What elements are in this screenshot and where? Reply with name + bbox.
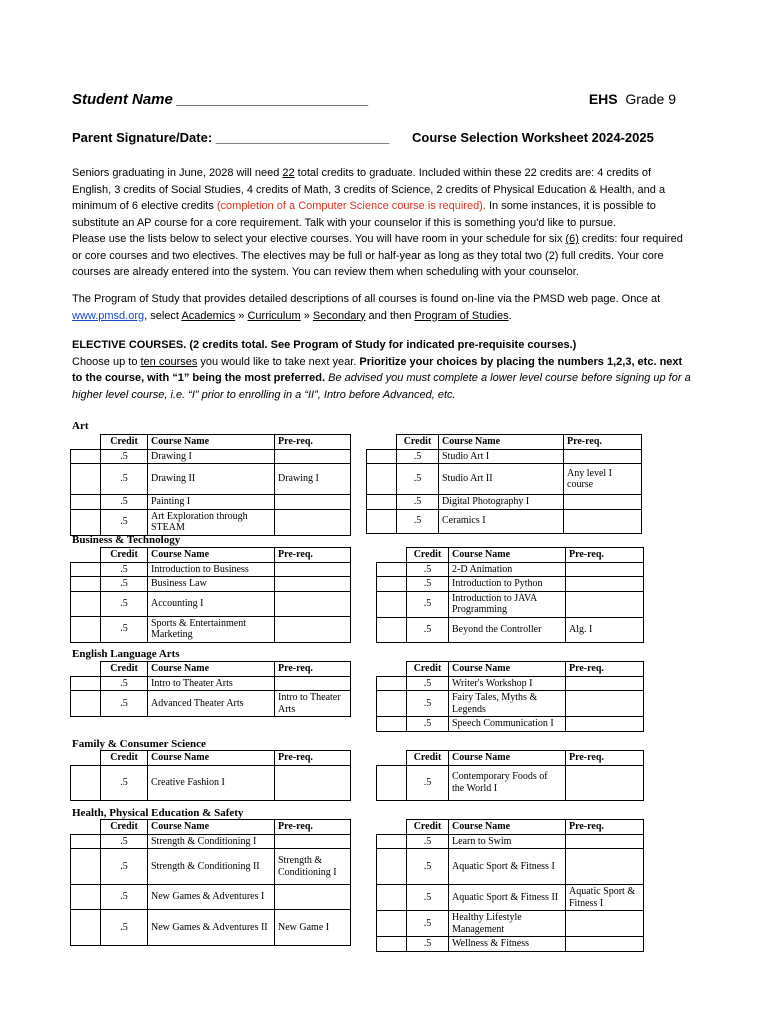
table-row: [367, 495, 642, 510]
course-name-cell: Drawing I: [148, 449, 275, 464]
table-row: [71, 449, 351, 464]
text: The Program of Study that provides detailed descriptions of all courses is found on-line via the PMSD web page. Once at: [72, 293, 661, 305]
priority-cell[interactable]: [71, 765, 101, 800]
table-row: [377, 617, 644, 642]
prereq-cell: Drawing I: [275, 464, 351, 495]
priority-cell[interactable]: [377, 591, 407, 617]
table-row: [377, 765, 644, 800]
prereq-cell: [566, 849, 644, 885]
table-row: [71, 691, 351, 717]
course-name-cell: Studio Art I: [439, 449, 564, 464]
prereq-cell: [275, 577, 351, 592]
table-row: [367, 449, 642, 464]
course-name-cell: Drawing II: [148, 464, 275, 495]
course-name-cell: Course Name: [148, 820, 275, 835]
priority-cell[interactable]: [377, 911, 407, 937]
course-name-cell: Healthy Lifestyle Management: [449, 911, 566, 937]
course-name-cell: Introduction to JAVA Programming: [449, 591, 566, 617]
table-row: [377, 885, 644, 911]
prereq-cell: [566, 834, 644, 849]
course-table-ela-right: [376, 661, 644, 732]
table-row: [377, 834, 644, 849]
text: , select: [144, 309, 182, 322]
text: .: [508, 309, 512, 322]
table-row: [377, 911, 644, 937]
prereq-cell: [564, 495, 642, 510]
credit-cell: .5: [397, 495, 439, 510]
prereq-cell: Pre-req.: [564, 435, 642, 450]
table-header-row: [377, 820, 644, 835]
table-header-row: [377, 662, 644, 677]
prereq-cell: [275, 509, 351, 535]
table-row: [71, 885, 351, 910]
priority-cell[interactable]: [377, 717, 407, 732]
course-name-cell: Art Exploration through STEAM: [148, 509, 275, 535]
priority-cell[interactable]: [71, 495, 101, 510]
priority-cell[interactable]: [367, 509, 397, 533]
school-grade: [589, 91, 676, 107]
credit-cell: .5: [407, 911, 449, 937]
credit-cell: Credit: [407, 548, 449, 563]
prereq-cell: Intro to Theater Arts: [275, 691, 351, 717]
prereq-cell: [566, 717, 644, 732]
course-name-cell: Painting I: [148, 495, 275, 510]
prereq-cell: New Game I: [275, 910, 351, 946]
course-name-cell: Course Name: [148, 548, 275, 563]
table-row: [71, 616, 351, 642]
table-row: [377, 691, 644, 717]
credit-cell: .5: [407, 577, 449, 592]
course-name-cell: Advanced Theater Arts: [148, 691, 275, 717]
credit-cell: .5: [101, 577, 148, 592]
credit-cell: .5: [101, 495, 148, 510]
prereq-cell: Pre-req.: [275, 435, 351, 450]
credit-cell: .5: [407, 834, 449, 849]
table-header-row: [367, 435, 642, 450]
priority-cell[interactable]: [71, 562, 101, 577]
text: and then: [365, 309, 415, 322]
prereq-cell: [275, 495, 351, 510]
course-name-cell: New Games & Adventures I: [148, 885, 275, 910]
text: credits: four required or core courses and two electives. The electives may be full or half-year as long as they total two (2) full credits. Your core courses are already entered into the system. You can review them when scheduling with your counselor.: [72, 233, 683, 278]
prereq-cell: [566, 577, 644, 592]
priority-cell[interactable]: [71, 509, 101, 535]
course-name-cell: Studio Art II: [439, 464, 564, 495]
table-row: [71, 509, 351, 535]
priority-header: [71, 820, 101, 835]
table-row: [71, 834, 351, 849]
priority-cell[interactable]: [71, 449, 101, 464]
priority-cell[interactable]: [377, 577, 407, 592]
pmsd-link[interactable]: www.pmsd.org: [72, 309, 145, 322]
table-header-row: [71, 435, 351, 450]
credit-cell: Credit: [407, 820, 449, 835]
credit-cell: .5: [101, 509, 148, 535]
prereq-cell: [566, 676, 644, 691]
course-name-cell: Speech Communication I: [449, 717, 566, 732]
course-name-cell: Intro to Theater Arts: [148, 676, 275, 691]
prereq-cell: Pre-req.: [275, 751, 351, 766]
course-name-cell: Creative Fashion I: [148, 765, 275, 800]
section-title-fcs: Family & Consumer Science: [72, 738, 206, 750]
table-row: [71, 849, 351, 885]
priority-cell[interactable]: [377, 617, 407, 642]
credit-cell: Credit: [101, 548, 148, 563]
credit-cell: .5: [407, 765, 449, 800]
prereq-cell: [566, 911, 644, 937]
section-title-art: Art: [72, 420, 89, 432]
course-table-art-left: [70, 434, 351, 536]
section-title-health: Health, Physical Education & Safety: [72, 807, 244, 819]
six-credits: (6): [565, 233, 579, 245]
prereq-cell: [275, 591, 351, 616]
prereq-cell: Pre-req.: [566, 820, 644, 835]
text: you would like to take next year.: [197, 355, 360, 368]
student-name-field[interactable]: Student Name _______________________: [72, 91, 369, 108]
course-table-business-left: [70, 547, 351, 643]
course-name-cell: Course Name: [439, 435, 564, 450]
priority-header: [377, 751, 407, 766]
priority-cell[interactable]: [367, 449, 397, 464]
priority-cell[interactable]: [71, 616, 101, 642]
course-name-cell: Wellness & Fitness: [449, 937, 566, 952]
priority-cell[interactable]: [367, 464, 397, 495]
parent-signature-field[interactable]: Parent Signature/Date: ________________________: [72, 130, 390, 145]
table-row: [71, 910, 351, 946]
credit-cell: .5: [101, 765, 148, 800]
table-header-row: [71, 662, 351, 677]
table-row: [377, 591, 644, 617]
priority-header: [71, 662, 101, 677]
table-row: [377, 562, 644, 577]
course-table-ela-left: [70, 661, 351, 717]
prerequisite-note: Be advised you must complete a lower level course before signing up for a higher level course, i.e. “I” prior to enrolling in a “II”, Intro before Advanced, etc.: [72, 372, 691, 401]
credit-cell: Credit: [407, 751, 449, 766]
prereq-cell: [566, 591, 644, 617]
table-row: [377, 676, 644, 691]
credit-cell: .5: [101, 562, 148, 577]
priority-cell[interactable]: [71, 691, 101, 717]
intro-paragraph-2: [72, 291, 692, 324]
course-name-cell: Course Name: [148, 662, 275, 677]
ten-courses: ten courses: [140, 355, 198, 368]
priority-cell[interactable]: [71, 676, 101, 691]
table-row: [367, 509, 642, 533]
priority-header: [71, 751, 101, 766]
signature-row: [72, 130, 676, 150]
separator: »: [300, 309, 313, 322]
school-name: EHS: [588, 91, 618, 107]
credit-cell: Credit: [397, 435, 439, 450]
priority-cell[interactable]: [377, 691, 407, 717]
priority-cell[interactable]: [367, 495, 397, 510]
prereq-cell: Pre-req.: [566, 548, 644, 563]
credit-cell: .5: [101, 834, 148, 849]
priority-cell[interactable]: [71, 849, 101, 885]
course-name-cell: Digital Photography I: [439, 495, 564, 510]
credit-cell: .5: [101, 464, 148, 495]
table-row: [71, 577, 351, 592]
prereq-cell: [275, 616, 351, 642]
table-row: [71, 591, 351, 616]
course-name-cell: Contemporary Foods of the World I: [449, 765, 566, 800]
curriculum-link[interactable]: Curriculum: [247, 309, 301, 322]
credit-cell: .5: [407, 937, 449, 952]
prereq-cell: [275, 765, 351, 800]
table-header-row: [71, 751, 351, 766]
section-title-business: Business & Technology: [72, 534, 181, 546]
prereq-cell: Strength & Conditioning I: [275, 849, 351, 885]
priority-header: [377, 820, 407, 835]
course-name-cell: 2-D Animation: [449, 562, 566, 577]
course-name-cell: Fairy Tales, Myths & Legends: [449, 691, 566, 717]
section-title-ela: English Language Arts: [72, 648, 180, 660]
table-header-row: [377, 751, 644, 766]
course-name-cell: Accounting I: [148, 591, 275, 616]
course-name-cell: Strength & Conditioning II: [148, 849, 275, 885]
credit-cell: Credit: [101, 751, 148, 766]
course-name-cell: Learn to Swim: [449, 834, 566, 849]
prereq-cell: [566, 562, 644, 577]
course-name-cell: Sports & Entertainment Marketing: [148, 616, 275, 642]
credit-cell: .5: [397, 449, 439, 464]
course-name-cell: Ceramics I: [439, 509, 564, 533]
credit-cell: .5: [101, 849, 148, 885]
table-row: [71, 495, 351, 510]
priority-header: [377, 662, 407, 677]
text: Please use the lists below to select your elective courses. You will have room in your schedule for six: [72, 233, 566, 245]
secondary-link[interactable]: Secondary: [312, 309, 366, 322]
table-row: [367, 464, 642, 495]
priority-cell[interactable]: [377, 849, 407, 885]
table-row: [71, 562, 351, 577]
course-table-health-left: [70, 819, 351, 946]
credit-cell: .5: [101, 676, 148, 691]
table-row: [377, 937, 644, 952]
course-name-cell: Writer's Workshop I: [449, 676, 566, 691]
academics-link[interactable]: Academics: [181, 309, 236, 322]
program-of-studies-link[interactable]: Program of Studies: [414, 309, 509, 322]
course-table-art-right: [366, 434, 642, 534]
credit-cell: .5: [407, 617, 449, 642]
text: Choose up to: [72, 355, 141, 368]
course-name-cell: Course Name: [449, 662, 566, 677]
priority-cell[interactable]: [71, 591, 101, 616]
table-row: [71, 765, 351, 800]
prereq-cell: Pre-req.: [566, 662, 644, 677]
credit-cell: Credit: [407, 662, 449, 677]
priority-cell[interactable]: [377, 676, 407, 691]
total-credits: 22: [282, 167, 295, 179]
course-name-cell: Aquatic Sport & Fitness I: [449, 849, 566, 885]
prereq-cell: Pre-req.: [275, 820, 351, 835]
priority-cell[interactable]: [71, 910, 101, 946]
course-name-cell: New Games & Adventures II: [148, 910, 275, 946]
prereq-cell: Pre-req.: [275, 548, 351, 563]
priority-cell[interactable]: [71, 834, 101, 849]
text: total credits to graduate. Included within these 22 credits are: 4 credits of English, 3 credits of Social Studies, 4 credits of Math, 3 credits of Science, 2 credits of Physical Education & Health, and a minimum of 6 elective credits: [72, 167, 666, 212]
credit-cell: Credit: [101, 435, 148, 450]
intro-paragraph-1: [72, 165, 692, 281]
credit-cell: Credit: [101, 820, 148, 835]
priority-header: [377, 548, 407, 563]
course-name-cell: Business Law: [148, 577, 275, 592]
course-table-health-right: [376, 819, 644, 952]
course-name-cell: Course Name: [449, 548, 566, 563]
prereq-cell: Any level I course: [564, 464, 642, 495]
prereq-cell: [275, 562, 351, 577]
priority-cell[interactable]: [377, 885, 407, 911]
course-name-cell: Strength & Conditioning I: [148, 834, 275, 849]
grade-label: Grade 9: [625, 91, 676, 107]
prereq-cell: Pre-req.: [566, 751, 644, 766]
text: Seniors graduating in June, 2028 will need: [72, 167, 283, 179]
credit-cell: .5: [407, 562, 449, 577]
course-name-cell: Introduction to Business: [148, 562, 275, 577]
credit-cell: .5: [407, 591, 449, 617]
worksheet-title: Course Selection Worksheet 2024-2025: [412, 130, 654, 145]
credit-cell: .5: [407, 885, 449, 911]
text: In some instances, it is possible to substitute an AP course for a core requirement. Talk with your counselor if this is something you'd like to pursue.: [72, 200, 656, 229]
credit-cell: .5: [407, 849, 449, 885]
prereq-cell: [564, 449, 642, 464]
table-row: [71, 464, 351, 495]
course-name-cell: Course Name: [449, 751, 566, 766]
prereq-cell: [564, 509, 642, 533]
cs-requirement-note: (completion of a Computer Science course is required).: [216, 200, 486, 212]
course-name-cell: Aquatic Sport & Fitness II: [449, 885, 566, 911]
prereq-cell: Pre-req.: [275, 662, 351, 677]
prereq-cell: [566, 691, 644, 717]
table-row: [377, 717, 644, 732]
priority-cell[interactable]: [377, 765, 407, 800]
credit-cell: .5: [101, 616, 148, 642]
prereq-cell: Aquatic Sport & Fitness I: [566, 885, 644, 911]
prereq-cell: [566, 765, 644, 800]
priority-cell[interactable]: [377, 834, 407, 849]
prereq-cell: [275, 885, 351, 910]
priority-cell[interactable]: [71, 577, 101, 592]
prereq-cell: [275, 676, 351, 691]
prereq-cell: [275, 834, 351, 849]
table-row: [71, 676, 351, 691]
course-name-cell: Course Name: [449, 820, 566, 835]
credit-cell: Credit: [101, 662, 148, 677]
credit-cell: .5: [407, 676, 449, 691]
table-header-row: [71, 548, 351, 563]
priority-header: [71, 548, 101, 563]
priority-cell[interactable]: [377, 937, 407, 952]
credit-cell: .5: [101, 449, 148, 464]
course-name-cell: Beyond the Controller: [449, 617, 566, 642]
credit-cell: .5: [407, 717, 449, 732]
credit-cell: .5: [407, 691, 449, 717]
course-table-business-right: [376, 547, 644, 643]
elective-title: ELECTIVE COURSES. (2 credits total. See Program of Study for indicated pre-requisite courses.): [72, 339, 577, 351]
course-table-fcs-right: [376, 750, 644, 801]
credit-cell: .5: [101, 885, 148, 910]
priority-cell[interactable]: [377, 562, 407, 577]
course-name-cell: Course Name: [148, 751, 275, 766]
credit-cell: .5: [397, 464, 439, 495]
table-header-row: [71, 820, 351, 835]
priority-cell[interactable]: [71, 464, 101, 495]
table-header-row: [377, 548, 644, 563]
priority-header: [367, 435, 397, 450]
credit-cell: .5: [397, 509, 439, 533]
prereq-cell: Alg. I: [566, 617, 644, 642]
table-row: [377, 849, 644, 885]
priority-header: [71, 435, 101, 450]
priority-cell[interactable]: [71, 885, 101, 910]
course-table-fcs-left: [70, 750, 351, 801]
table-row: [377, 577, 644, 592]
credit-cell: .5: [101, 591, 148, 616]
priority-instruction: Prioritize your choices by placing the numbers 1,2,3, etc. next to the course, with “1” being the most preferred.: [72, 355, 683, 384]
separator: »: [235, 309, 248, 322]
elective-instructions: [72, 337, 692, 403]
prereq-cell: [566, 937, 644, 952]
prereq-cell: [275, 449, 351, 464]
course-name-cell: Course Name: [148, 435, 275, 450]
credit-cell: .5: [101, 691, 148, 717]
credit-cell: .5: [101, 910, 148, 946]
course-name-cell: Introduction to Python: [449, 577, 566, 592]
header-row: [72, 91, 676, 111]
